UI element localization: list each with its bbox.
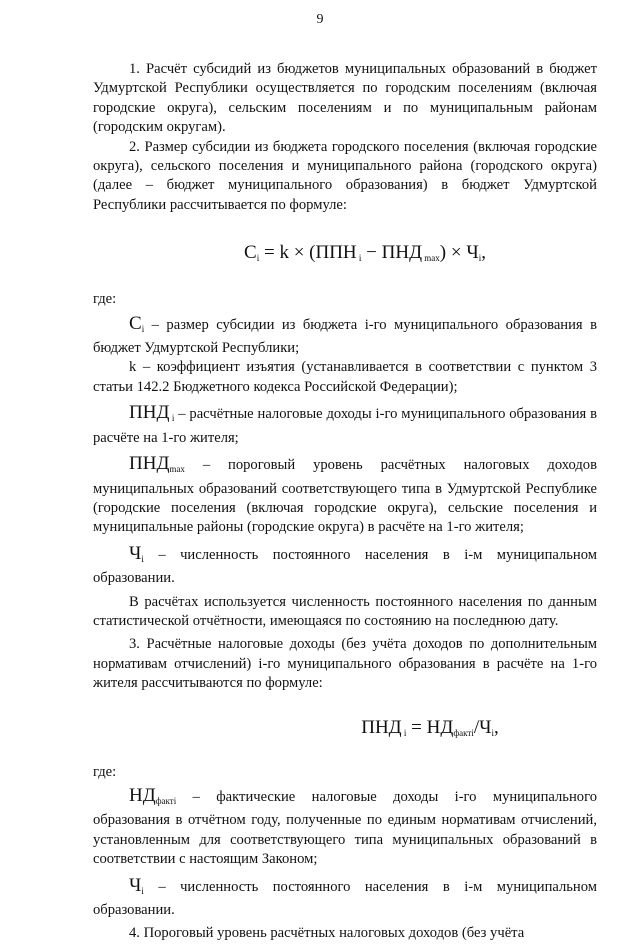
definition-ch-2	[93, 876, 597, 921]
formula-part: /Ч	[473, 716, 492, 738]
formula-sub: i	[491, 727, 494, 738]
definition-pnd	[93, 403, 597, 448]
definition-ch	[93, 544, 597, 589]
definition-text: – расчётные налоговые доходы i-го муниципального образования в расчёте на 1-го жителя;	[93, 406, 597, 446]
symbol-sub: i	[173, 795, 177, 806]
paragraph-2: 2. Размер субсидии из бюджета городского поселения (включая городские округа), сельского поселения и муниципального района (городского округа) (далее – бюджет муниципального образования) в бюджет Удмуртской Республики рассчитывается по формуле:	[93, 138, 597, 213]
definition-text: – размер субсидии из бюджета i-го муниципального образования в бюджет Удмуртской Республики;	[93, 316, 597, 357]
formula-sub: i	[478, 253, 482, 264]
definition-text: – пороговый уровень расчётных налоговых доходов муниципальных образований соответствующего типа в Удмуртской Республике (городские поселения (включая городские округа), сельские поселения и муниципальные районы (городские округа) в расчёте на 1-го жителя;	[93, 457, 597, 536]
formula-sub: i	[401, 727, 407, 738]
formula-part: ,	[481, 242, 486, 264]
formula-part: − ПНД	[361, 242, 423, 264]
formula-part: ) × Ч	[439, 242, 479, 264]
page-number: 9	[316, 12, 324, 27]
symbol-sub: i	[141, 323, 145, 334]
definition-text: – численность постоянного населения в i-м муниципальном образовании.	[93, 546, 597, 587]
where-label-2: где:	[93, 763, 117, 780]
definition-text: – численность постоянного населения в i-м муниципальном образовании.	[93, 878, 597, 918]
symbol: ПНД	[129, 453, 170, 475]
formula-c-sub: i	[256, 253, 260, 264]
formula-subsidy	[93, 241, 597, 270]
formula-part: ,	[494, 716, 499, 738]
formula-part: = k × (ППН	[259, 242, 357, 264]
symbol-sub: i	[141, 553, 144, 564]
definition-text: – фактические налоговые доходы i-го муниципального образования в отчётном году, полученные по единым нормативам отчислений, установленным для соответствующего типа муниципальных образований в соответствии с настоящим Законом;	[93, 788, 597, 868]
symbol: C	[129, 312, 142, 334]
paragraph-4: 4. Пороговый уровень расчётных налоговых доходов (без учёта	[129, 925, 525, 942]
formula-sub: i	[471, 727, 474, 738]
symbol: Ч	[129, 542, 142, 564]
symbol-sub: i	[141, 885, 144, 896]
formula-sub: i	[356, 253, 362, 264]
formula-tax-income	[93, 716, 597, 745]
definition-nd	[93, 786, 597, 870]
paragraph-3: 3. Расчётные налоговые доходы (без учёта доходов по дополнительным нормативам отчислений) i-го муниципального образования в расчёте на 1-го жителя рассчитываются по формуле:	[93, 636, 597, 692]
definition-k: k – коэффициент изъятия (устанавливается в соответствии с пунктом 3 статьи 142.2 Бюджетного кодекса Российской Федерации);	[93, 359, 597, 395]
formula-c: C	[244, 242, 257, 264]
paragraph-1: 1. Расчёт субсидий из бюджетов муниципальных образований в бюджет Удмуртской Республики осуществляется по городским поселениям (включая городские округа), сельским поселениям и по муниципальным районам (городским округам).	[93, 61, 597, 136]
document-body	[93, 60, 597, 944]
formula-sub: факт	[453, 727, 472, 738]
symbol: ПНД	[129, 402, 170, 424]
definition-c	[93, 314, 597, 359]
symbol-sub: max	[169, 464, 185, 475]
definition-pnd-max	[93, 454, 597, 538]
formula-sub: max	[422, 253, 440, 264]
where-label-1: где:	[93, 291, 117, 308]
symbol-sub: i	[169, 413, 175, 424]
symbol: НД	[129, 784, 156, 806]
symbol-sub: факт	[155, 795, 174, 806]
paragraph-statistics: В расчётах используется численность постоянного населения по данным статистической отчётности, имеющаяся по состоянию на последнюю дату.	[93, 593, 597, 629]
symbol: Ч	[129, 874, 142, 896]
formula-part: ПНД	[361, 716, 402, 738]
formula-part: = НД	[406, 716, 454, 738]
